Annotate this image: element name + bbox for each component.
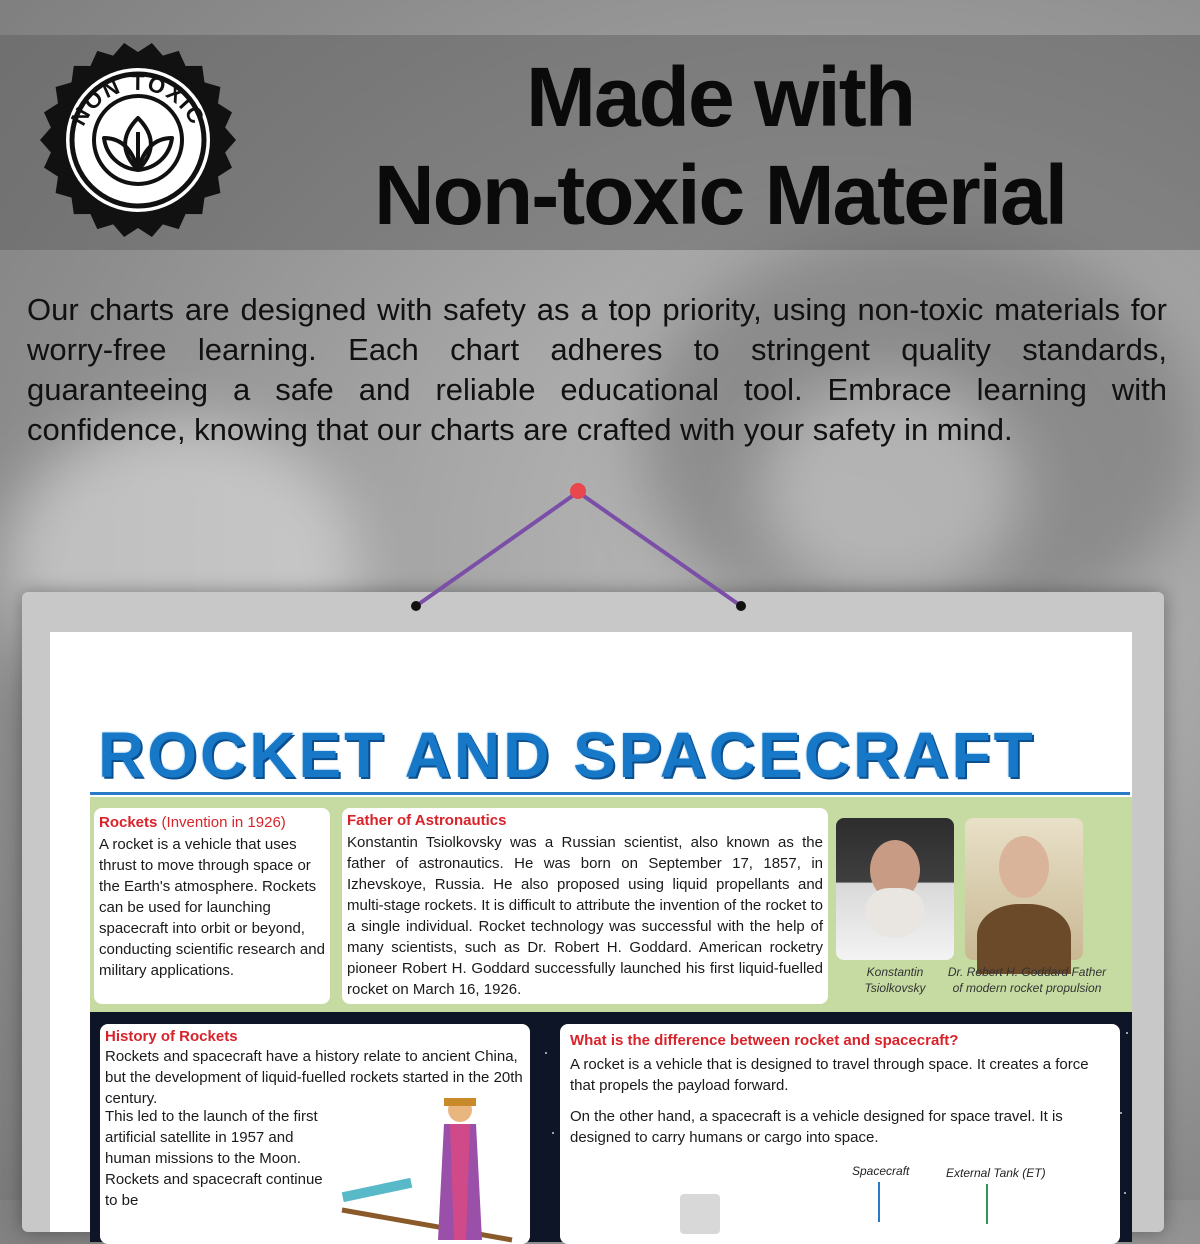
diagram-pointer <box>986 1184 988 1224</box>
difference-paragraph-1: A rocket is a vehicle that is designed to travel through space. It creates a force that propels the payload forward. <box>570 1056 1089 1094</box>
history-body-wide: Rockets and spacecraft have a history relate to ancient China, but the development of liquid-fuelled rockets started in the 20th century. <box>105 1048 523 1107</box>
description-paragraph: Our charts are designed with safety as a top priority, using non-toxic materials for worry-free learning. Each chart adheres to stringent quality standards, guaranteeing a safe and reliable educational tool. Embrace learning with confidence, knowing that our charts are crafted with your safety in mind. <box>27 292 1167 447</box>
headline-line-1: Made with <box>525 50 914 144</box>
hanging-pin-icon <box>570 483 586 499</box>
rockets-heading-text: Rockets <box>99 814 158 831</box>
rockets-body: A rocket is a vehicle that uses thrust to move through space or the Earth's atmosphere. Rockets can be used for launching spacecraft into orbit or beyond, conducting scientific research and military applications. <box>99 836 325 979</box>
poster-title: ROCKET AND SPACECRAFT <box>98 719 1036 791</box>
headline <box>270 48 1170 244</box>
diagram-label-spacecraft: Spacecraft <box>852 1164 910 1178</box>
difference-paragraph-2: On the other hand, a spacecraft is a vehicle designed for space travel. It is designed to carry humans or cargo into space. <box>570 1108 1063 1146</box>
portrait-tsiolkovsky <box>836 818 954 960</box>
beard-icon <box>866 888 924 938</box>
diagram-pointer <box>878 1182 880 1222</box>
portrait-caption: Dr. Robert H. Goddard Father of modern rocket propulsion <box>947 965 1107 995</box>
rockets-heading-note: (Invention in 1926) <box>161 814 286 831</box>
face-icon <box>999 836 1049 898</box>
history-card <box>100 1024 530 1244</box>
headline-line-2: Non-toxic Material <box>373 148 1067 242</box>
portrait-goddard <box>965 818 1083 960</box>
badge-text: NON TOXIC <box>65 69 211 130</box>
spacecraft-diagram-icon <box>680 1194 720 1234</box>
ancient-rocket-figure-icon <box>332 1090 522 1240</box>
father-heading: Father of Astronautics <box>347 812 507 829</box>
poster <box>50 632 1132 1232</box>
rockets-heading <box>99 814 286 831</box>
non-toxic-badge <box>38 40 238 240</box>
difference-heading: What is the difference between rocket and spacecraft? <box>570 1032 959 1049</box>
history-heading: History of Rockets <box>105 1028 238 1045</box>
father-body: Konstantin Tsiolkovsky was a Russian scientist, also known as the father of astronautics. He was born on September 17, 1857, in Izhevskoye, Russia. He also proposed using liquid propellants and multi-stage rockets. It is difficult to attribute the invention of the rocket to a single individual. Rocket technology was successful with the help of many scientists, such as Dr. Robert H. Goddard. American rocketry pioneer Robert H. Goddard successfully launched his first liquid-fuelled rocket on March 16, 1926. <box>347 834 823 998</box>
rockets-card <box>94 808 330 1004</box>
portrait-caption: Konstantin Tsiolkovsky <box>864 965 926 995</box>
diagram-label-external-tank: External Tank (ET) <box>946 1166 1046 1180</box>
father-card <box>342 808 828 1004</box>
title-underline <box>90 792 1130 795</box>
history-body-narrow: This led to the launch of the first artificial satellite in 1957 and human missions to the Moon. Rockets and spacecraft continue to be <box>105 1108 323 1209</box>
difference-card <box>560 1024 1120 1244</box>
